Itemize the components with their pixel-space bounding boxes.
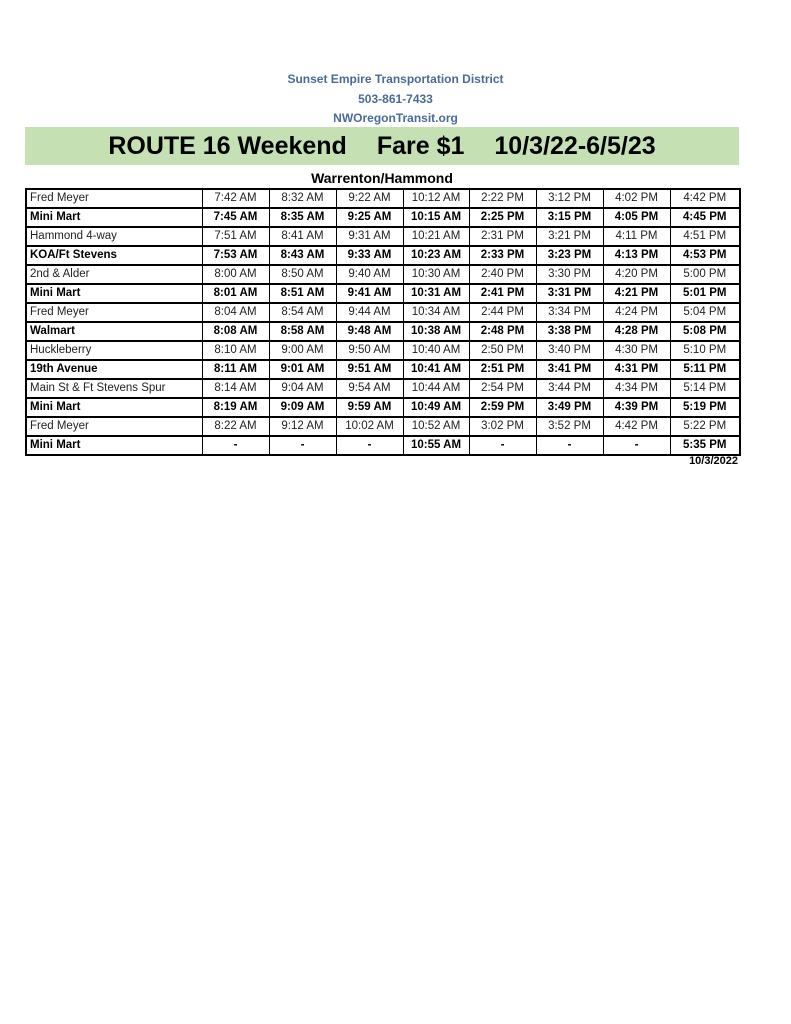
departure-time: 8:10 AM [202, 341, 269, 360]
departure-time: 2:33 PM [469, 246, 536, 265]
departure-time: 8:41 AM [269, 227, 336, 246]
stop-name: Mini Mart [26, 436, 202, 455]
departure-time: 10:02 AM [336, 417, 403, 436]
table-row [26, 322, 740, 341]
table-row [26, 360, 740, 379]
departure-time: 5:11 PM [670, 360, 740, 379]
departure-time: 8:22 AM [202, 417, 269, 436]
departure-time: 10:38 AM [403, 322, 469, 341]
departure-time: 10:12 AM [403, 189, 469, 208]
departure-time: 7:53 AM [202, 246, 269, 265]
departure-time: 9:40 AM [336, 265, 403, 284]
departure-time: 9:51 AM [336, 360, 403, 379]
departure-time: 8:04 AM [202, 303, 269, 322]
agency-phone: 503-861-7433 [358, 92, 433, 106]
departure-time: 10:23 AM [403, 246, 469, 265]
departure-time: 9:54 AM [336, 379, 403, 398]
departure-time: 10:52 AM [403, 417, 469, 436]
departure-time: 5:01 PM [670, 284, 740, 303]
table-row [26, 246, 740, 265]
departure-time: 4:42 PM [670, 189, 740, 208]
departure-time: 10:31 AM [403, 284, 469, 303]
table-row [26, 303, 740, 322]
departure-time: 3:23 PM [536, 246, 603, 265]
stop-name: 19th Avenue [26, 360, 202, 379]
departure-time: 8:14 AM [202, 379, 269, 398]
departure-time: 2:22 PM [469, 189, 536, 208]
departure-time: 3:30 PM [536, 265, 603, 284]
departure-time: 7:51 AM [202, 227, 269, 246]
stop-name: Huckleberry [26, 341, 202, 360]
stop-name: 2nd & Alder [26, 265, 202, 284]
schedule-subtitle: Warrenton/Hammond [311, 170, 453, 186]
departure-time: 9:31 AM [336, 227, 403, 246]
departure-time: 3:40 PM [536, 341, 603, 360]
departure-time: 5:35 PM [670, 436, 740, 455]
departure-time: - [336, 436, 403, 455]
departure-time: 9:48 AM [336, 322, 403, 341]
departure-time: 2:25 PM [469, 208, 536, 227]
departure-time: 9:09 AM [269, 398, 336, 417]
departure-time: 4:34 PM [603, 379, 670, 398]
departure-time: 9:22 AM [336, 189, 403, 208]
departure-time: 9:04 AM [269, 379, 336, 398]
stop-name: KOA/Ft Stevens [26, 246, 202, 265]
departure-time: 2:44 PM [469, 303, 536, 322]
departure-time: 5:22 PM [670, 417, 740, 436]
departure-time: 10:41 AM [403, 360, 469, 379]
table-row [26, 265, 740, 284]
stop-name: Walmart [26, 322, 202, 341]
stop-name: Mini Mart [26, 208, 202, 227]
departure-time: 9:44 AM [336, 303, 403, 322]
departure-time: 3:31 PM [536, 284, 603, 303]
departure-time: 4:31 PM [603, 360, 670, 379]
agency-name: Sunset Empire Transportation District [287, 72, 504, 86]
departure-time: 4:39 PM [603, 398, 670, 417]
departure-time: 2:51 PM [469, 360, 536, 379]
departure-time: 2:40 PM [469, 265, 536, 284]
departure-time: - [469, 436, 536, 455]
departure-time: 9:01 AM [269, 360, 336, 379]
departure-time: 4:42 PM [603, 417, 670, 436]
departure-time: 4:24 PM [603, 303, 670, 322]
departure-time: 8:50 AM [269, 265, 336, 284]
departure-time: 10:15 AM [403, 208, 469, 227]
departure-time: 2:48 PM [469, 322, 536, 341]
table-row [26, 227, 740, 246]
departure-time: 4:30 PM [603, 341, 670, 360]
departure-time: 3:41 PM [536, 360, 603, 379]
route-title: ROUTE 16 Weekend [108, 131, 347, 160]
table-row [26, 398, 740, 417]
departure-time: 3:52 PM [536, 417, 603, 436]
table-row [26, 208, 740, 227]
departure-time: 7:45 AM [202, 208, 269, 227]
stop-name: Mini Mart [26, 398, 202, 417]
stop-name: Fred Meyer [26, 189, 202, 208]
stop-name: Main St & Ft Stevens Spur [26, 379, 202, 398]
departure-time: 4:11 PM [603, 227, 670, 246]
departure-time: 5:08 PM [670, 322, 740, 341]
departure-time: 4:45 PM [670, 208, 740, 227]
departure-time: 8:01 AM [202, 284, 269, 303]
agency-website: NWOregonTransit.org [333, 111, 458, 125]
departure-time: 8:54 AM [269, 303, 336, 322]
departure-time: 2:31 PM [469, 227, 536, 246]
departure-time: 8:35 AM [269, 208, 336, 227]
schedule-table [25, 188, 741, 456]
departure-time: 9:12 AM [269, 417, 336, 436]
departure-time: - [202, 436, 269, 455]
departure-time: 3:34 PM [536, 303, 603, 322]
stop-name: Hammond 4-way [26, 227, 202, 246]
departure-time: 8:08 AM [202, 322, 269, 341]
departure-time: 2:59 PM [469, 398, 536, 417]
departure-time: 4:13 PM [603, 246, 670, 265]
departure-time: 8:11 AM [202, 360, 269, 379]
departure-time: 3:44 PM [536, 379, 603, 398]
departure-time: 2:54 PM [469, 379, 536, 398]
departure-time: 3:02 PM [469, 417, 536, 436]
departure-time: 10:34 AM [403, 303, 469, 322]
table-row [26, 379, 740, 398]
departure-time: 4:53 PM [670, 246, 740, 265]
departure-time: 9:33 AM [336, 246, 403, 265]
departure-time: 9:50 AM [336, 341, 403, 360]
departure-time: 9:00 AM [269, 341, 336, 360]
departure-time: 8:58 AM [269, 322, 336, 341]
departure-time: 2:41 PM [469, 284, 536, 303]
table-row [26, 284, 740, 303]
departure-time: 3:21 PM [536, 227, 603, 246]
departure-time: 8:00 AM [202, 265, 269, 284]
table-row [26, 436, 740, 455]
departure-time: 8:51 AM [269, 284, 336, 303]
footer-date: 10/3/2022 [689, 455, 738, 467]
departure-time: 5:10 PM [670, 341, 740, 360]
departure-time: 9:41 AM [336, 284, 403, 303]
departure-time: 9:59 AM [336, 398, 403, 417]
departure-time: 3:49 PM [536, 398, 603, 417]
departure-time: 4:02 PM [603, 189, 670, 208]
departure-time: 4:20 PM [603, 265, 670, 284]
departure-time: 4:28 PM [603, 322, 670, 341]
departure-time: 4:51 PM [670, 227, 740, 246]
table-row [26, 417, 740, 436]
stop-name: Mini Mart [26, 284, 202, 303]
departure-time: 2:50 PM [469, 341, 536, 360]
departure-time: 4:05 PM [603, 208, 670, 227]
departure-time: 3:38 PM [536, 322, 603, 341]
departure-time: 8:32 AM [269, 189, 336, 208]
departure-time: - [269, 436, 336, 455]
stop-name: Fred Meyer [26, 417, 202, 436]
departure-time: 3:15 PM [536, 208, 603, 227]
departure-time: 10:55 AM [403, 436, 469, 455]
route-fare: Fare $1 [376, 131, 465, 160]
route-banner [25, 127, 739, 165]
departure-time: 10:21 AM [403, 227, 469, 246]
departure-time: 10:49 AM [403, 398, 469, 417]
departure-time: 10:40 AM [403, 341, 469, 360]
departure-time: - [536, 436, 603, 455]
departure-time: 4:21 PM [603, 284, 670, 303]
departure-time: 5:00 PM [670, 265, 740, 284]
departure-time: 10:30 AM [403, 265, 469, 284]
table-row [26, 341, 740, 360]
departure-time: 7:42 AM [202, 189, 269, 208]
departure-time: 9:25 AM [336, 208, 403, 227]
departure-time: 5:04 PM [670, 303, 740, 322]
table-row [26, 189, 740, 208]
departure-time: 8:43 AM [269, 246, 336, 265]
departure-time: 8:19 AM [202, 398, 269, 417]
departure-time: - [603, 436, 670, 455]
departure-time: 10:44 AM [403, 379, 469, 398]
route-dates: 10/3/22-6/5/23 [494, 131, 656, 160]
departure-time: 5:14 PM [670, 379, 740, 398]
departure-time: 3:12 PM [536, 189, 603, 208]
departure-time: 5:19 PM [670, 398, 740, 417]
stop-name: Fred Meyer [26, 303, 202, 322]
